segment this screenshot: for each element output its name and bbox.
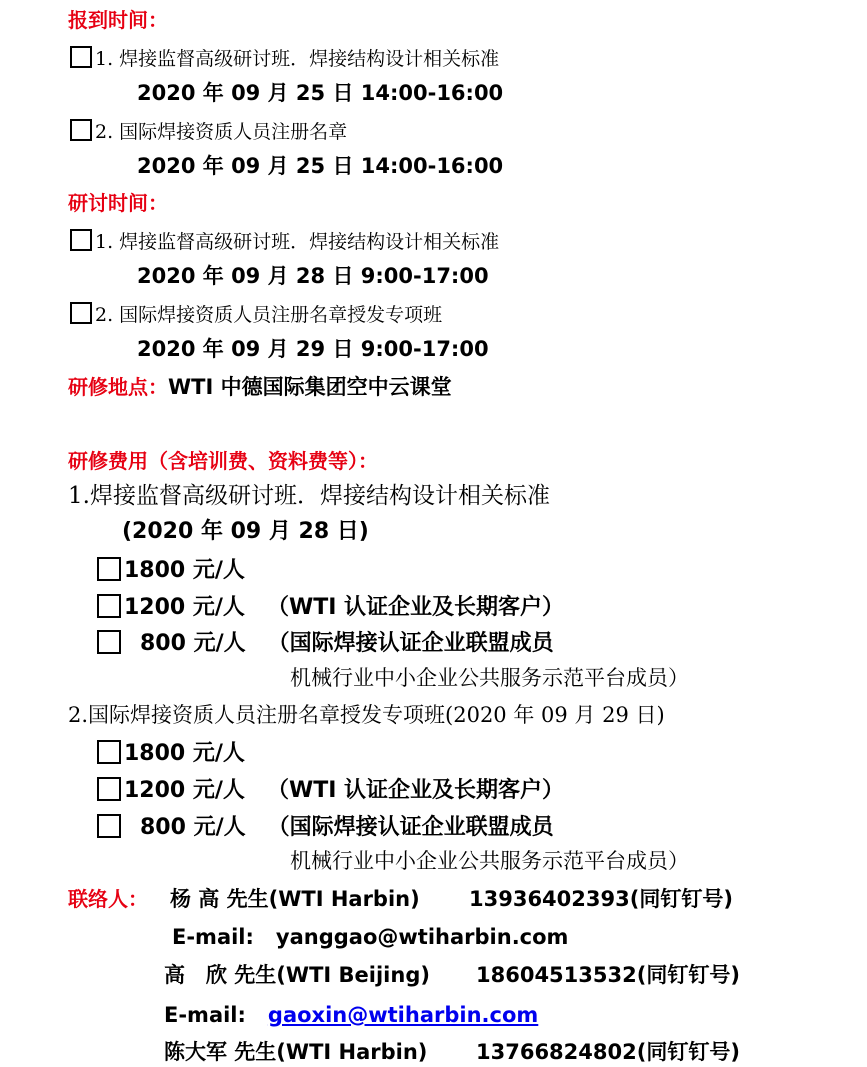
- report-item-1-time: 2020 年 09 月 25 日 14:00-16:00: [137, 81, 504, 105]
- fee-course-1-option-1: [97, 557, 245, 582]
- contact-1-email-line: [172, 927, 568, 948]
- fee-price: 800 元/人: [140, 815, 246, 840]
- fee-course-2-option-2-checkbox[interactable]: [97, 777, 121, 801]
- fee-course-1-title: 1.焊接监督高级研讨班．焊接结构设计相关标准: [68, 483, 550, 509]
- fee-course-1-option-2-checkbox[interactable]: [97, 594, 121, 618]
- fee-course-1-note-continued: 机械行业中小企业公共服务示范平台成员）: [290, 666, 689, 690]
- report-item-2-checkbox[interactable]: [70, 119, 92, 141]
- fee-note: （WTI 认证企业及长期客户）: [266, 595, 565, 620]
- fees-heading: 研修费用（含培训费、资料费等）：: [68, 449, 378, 473]
- contact-1-phone: 13936402393(同钉钉号): [469, 887, 733, 911]
- report-item-1-label: 1. 焊接监督高级研讨班．焊接结构设计相关标准: [95, 48, 500, 70]
- fee-course-2-option-3: [97, 814, 554, 839]
- location-label: 研修地点：: [68, 375, 168, 399]
- study-item-1: [70, 229, 499, 252]
- contact-2-phone: 18604513532(同钉钉号): [476, 963, 740, 987]
- fee-course-2-option-1: [97, 740, 245, 765]
- fee-price: 1200 元/人: [124, 595, 245, 620]
- study-item-1-checkbox[interactable]: [70, 229, 92, 251]
- fee-price: 1200 元/人: [124, 778, 245, 803]
- contact-3-phone: 13766824802(同钉钉号): [476, 1040, 740, 1064]
- report-item-2: [70, 119, 347, 142]
- email-label: E-mail:: [164, 1003, 246, 1027]
- report-item-1: [70, 46, 499, 69]
- fee-course-2-option-2: [97, 777, 564, 802]
- location-line: [68, 377, 452, 398]
- study-item-2-label: 2. 国际焊接资质人员注册名章授发专项班: [95, 304, 443, 326]
- fee-course-1-option-1-checkbox[interactable]: [97, 557, 121, 581]
- study-time-heading: 研讨时间：: [68, 191, 168, 215]
- fee-course-1-option-2: [97, 594, 564, 619]
- report-item-1-checkbox[interactable]: [70, 46, 92, 68]
- contacts-label: 联络人：: [68, 887, 148, 911]
- report-item-2-label: 2. 国际焊接资质人员注册名章: [95, 121, 348, 143]
- fee-course-2-title: 2.国际焊接资质人员注册名章授发专项班(2020 年 09 月 29 日): [68, 703, 665, 727]
- study-item-2-time: 2020 年 09 月 29 日 9:00-17:00: [137, 337, 489, 361]
- contact-2-email-link[interactable]: gaoxin@wtiharbin.com: [267, 1003, 539, 1027]
- email-label: E-mail:: [172, 925, 254, 949]
- fee-price: 1800 元/人: [124, 741, 245, 766]
- fee-price: 1800 元/人: [124, 558, 245, 583]
- location-value: WTI 中德国际集团空中云课堂: [168, 375, 452, 399]
- report-item-2-time: 2020 年 09 月 25 日 14:00-16:00: [137, 154, 504, 178]
- contact-2-email-line: [164, 1005, 538, 1026]
- fee-course-1-option-3: [97, 630, 554, 655]
- contact-1-name: 杨 高 先生(WTI Harbin): [170, 887, 420, 911]
- fee-note: （国际焊接认证企业联盟成员: [267, 815, 554, 840]
- report-time-heading: 报到时间：: [68, 8, 168, 32]
- contact-2-name: 高 欣 先生(WTI Beijing): [164, 963, 430, 987]
- fee-course-2-option-1-checkbox[interactable]: [97, 740, 121, 764]
- contact-1-email[interactable]: yanggao@wtiharbin.com: [275, 925, 569, 949]
- fee-course-1-date: (2020 年 09 月 28 日): [122, 519, 369, 544]
- study-item-1-label: 1. 焊接监督高级研讨班．焊接结构设计相关标准: [95, 231, 500, 253]
- fee-price: 800 元/人: [140, 631, 246, 656]
- contact-3-name: 陈大军 先生(WTI Harbin): [164, 1040, 428, 1064]
- study-item-2-checkbox[interactable]: [70, 302, 92, 324]
- fee-note: （国际焊接认证企业联盟成员: [267, 631, 554, 656]
- fee-course-2-option-3-checkbox[interactable]: [97, 814, 121, 838]
- fee-note: （WTI 认证企业及长期客户）: [266, 778, 565, 803]
- fee-course-1-option-3-checkbox[interactable]: [97, 630, 121, 654]
- study-item-1-time: 2020 年 09 月 28 日 9:00-17:00: [137, 264, 489, 288]
- study-item-2: [70, 302, 442, 325]
- fee-course-2-note-continued: 机械行业中小企业公共服务示范平台成员）: [290, 849, 689, 873]
